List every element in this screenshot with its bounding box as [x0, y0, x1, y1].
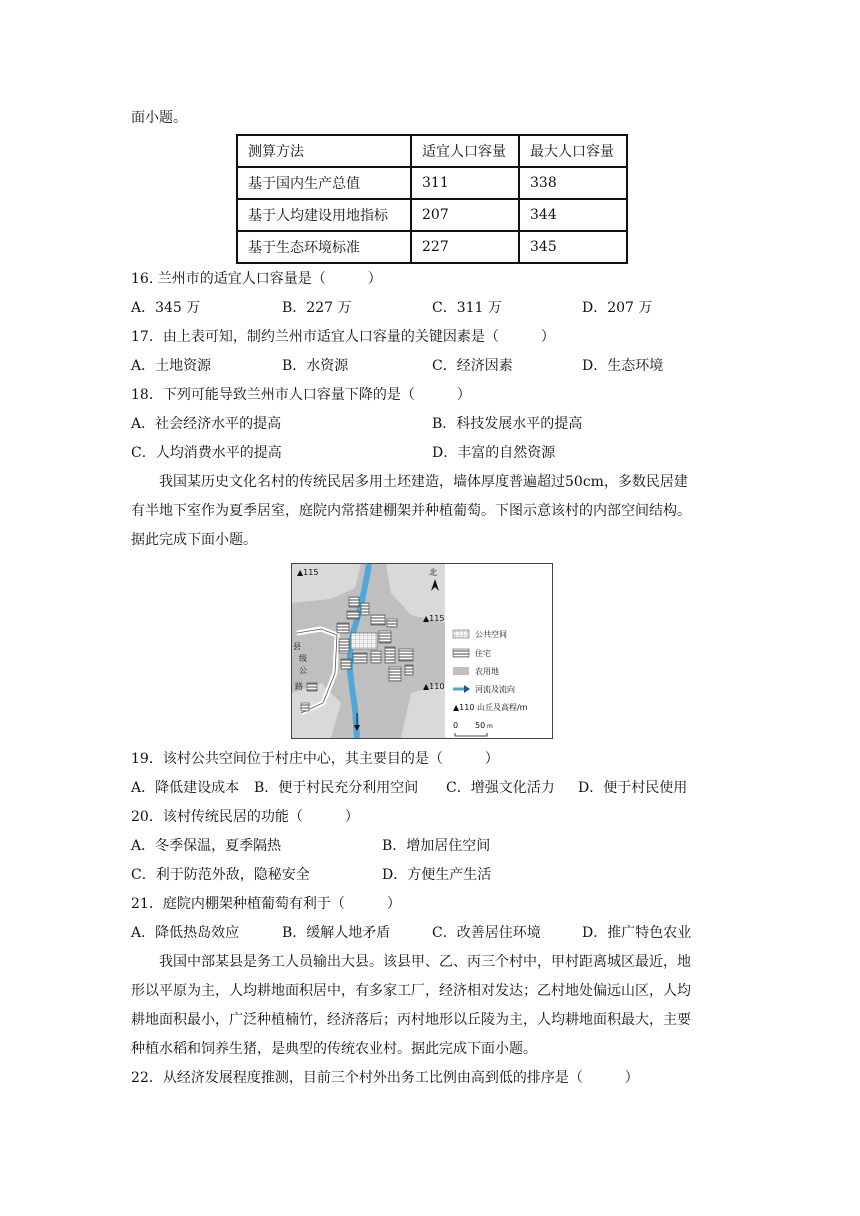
population-capacity-table	[236, 134, 628, 264]
passage-3-line-4: 种植水稻和饲养生猪，是典型的传统农业村。据此完成下面小题。	[131, 1041, 537, 1057]
table-cell: 基于生态环境标准	[237, 231, 411, 263]
q17-option-c[interactable]: C．经济因素	[432, 358, 513, 374]
map-peak-label: ▲110	[423, 682, 445, 691]
q20-option-c[interactable]: C．利于防范外敌，隐秘安全	[131, 867, 310, 883]
svg-text:50: 50	[475, 721, 486, 730]
north-label: 北	[429, 568, 437, 577]
intro-tail: 面小题。	[131, 110, 187, 126]
table-row	[237, 231, 627, 263]
table-cell: 227	[411, 231, 519, 263]
passage-2-line-2: 有半地下室作为夏季居室，庭院内常搭建棚架并种植葡萄。下图示意该村的内部空间结构。	[131, 503, 691, 519]
question-18-stem: 18．下列可能导致兰州市人口容量下降的是（ ）	[131, 387, 471, 403]
legend-label: ▲110 山丘及高程/m	[453, 703, 528, 712]
table-header-cell: 最大人口容量	[519, 135, 627, 167]
table-header-cell: 测算方法	[237, 135, 411, 167]
q20-option-d[interactable]: D．方便生产生活	[382, 867, 492, 883]
table-cell: 338	[519, 167, 627, 199]
q20-option-a[interactable]: A．冬季保温，夏季隔热	[131, 838, 282, 854]
q16-option-a[interactable]: A．345 万	[131, 300, 201, 316]
q21-option-d[interactable]: D．推广特色农业	[582, 925, 692, 941]
village-structure-map	[291, 563, 553, 739]
q18-option-a[interactable]: A．社会经济水平的提高	[131, 416, 282, 432]
table-row	[237, 199, 627, 231]
q19-option-b[interactable]: B．便于村民充分利用空间	[254, 780, 419, 796]
question-20-stem: 20．该村传统民居的功能（ ）	[131, 809, 359, 825]
question-17-stem: 17．由上表可知，制约兰州市适宜人口容量的关键因素是（ ）	[131, 329, 555, 345]
passage-2-line-1: 我国某历史文化名村的传统民居多用土坯建造，墙体厚度普遍超过50cm，多数民居建	[159, 474, 688, 490]
public-space	[351, 633, 377, 649]
passage-3-line-3: 耕地面积最小，广泛种植楠竹，经济落后；丙村地形以丘陵为主，人均耕地面积最大，主要	[131, 1012, 691, 1028]
q16-option-c[interactable]: C．311 万	[432, 300, 502, 316]
table-cell: 345	[519, 231, 627, 263]
q19-option-c[interactable]: C．增强文化活力	[446, 780, 555, 796]
table-cell: 基于人均建设用地指标	[237, 199, 411, 231]
table-header-row	[237, 135, 627, 167]
q17-option-d[interactable]: D．生态环境	[582, 358, 664, 374]
q18-option-d[interactable]: D．丰富的自然资源	[432, 445, 556, 461]
q21-option-b[interactable]: B．缓解人地矛盾	[282, 925, 391, 941]
q18-option-b[interactable]: B．科技发展水平的提高	[432, 416, 583, 432]
legend-label: 农用地	[475, 667, 499, 676]
table-cell: 207	[411, 199, 519, 231]
table-cell: 344	[519, 199, 627, 231]
q16-option-b[interactable]: B．227 万	[282, 300, 352, 316]
q17-option-b[interactable]: B．水资源	[282, 358, 349, 374]
map-peak-label: ▲115	[423, 614, 445, 623]
q20-option-b[interactable]: B．增加居住空间	[382, 838, 491, 854]
question-19-stem: 19．该村公共空间位于村庄中心，其主要目的是（ ）	[131, 751, 499, 767]
passage-2-line-3: 据此完成下面小题。	[131, 532, 257, 548]
q16-option-d[interactable]: D．207 万	[582, 300, 653, 316]
table-cell: 基于国内生产总值	[237, 167, 411, 199]
road-label-char: 公	[299, 666, 307, 675]
road-label-char: 县	[293, 642, 301, 651]
passage-3-line-2: 形以平原为主，人均耕地面积居中，有多家工厂，经济相对发达；乙村地处偏远山区，人均	[131, 983, 691, 999]
q21-option-c[interactable]: C．改善居住环境	[432, 925, 541, 941]
question-21-stem: 21．庭院内棚架种植葡萄有利于（ ）	[131, 896, 401, 912]
q21-option-a[interactable]: A．降低热岛效应	[131, 925, 240, 941]
svg-text:0: 0	[453, 721, 459, 730]
svg-text:m: m	[487, 723, 493, 730]
table-row	[237, 167, 627, 199]
table-cell: 311	[411, 167, 519, 199]
legend-label: 住宅	[475, 649, 491, 658]
table-header-cell: 适宜人口容量	[411, 135, 519, 167]
legend-label: 河流及流向	[475, 685, 515, 694]
question-22-stem: 22．从经济发展程度推测，目前三个村外出务工比例由高到低的排序是（ ）	[131, 1070, 639, 1086]
road-label-char: 级	[299, 654, 307, 663]
question-16-stem: 16. 兰州市的适宜人口容量是（ ）	[131, 271, 382, 287]
q17-option-a[interactable]: A．土地资源	[131, 358, 212, 374]
road-label-char: 路	[295, 682, 303, 691]
passage-3-line-1: 我国中部某县是务工人员输出大县。该县甲、乙、丙三个村中，甲村距离城区最近，地	[159, 954, 691, 970]
q18-option-c[interactable]: C．人均消费水平的提高	[131, 445, 282, 461]
q19-option-d[interactable]: D．便于村民使用	[578, 780, 688, 796]
q19-option-a[interactable]: A．降低建设成本	[131, 780, 240, 796]
legend-label: 公共空间	[475, 630, 507, 639]
map-peak-label: ▲115	[297, 568, 319, 577]
